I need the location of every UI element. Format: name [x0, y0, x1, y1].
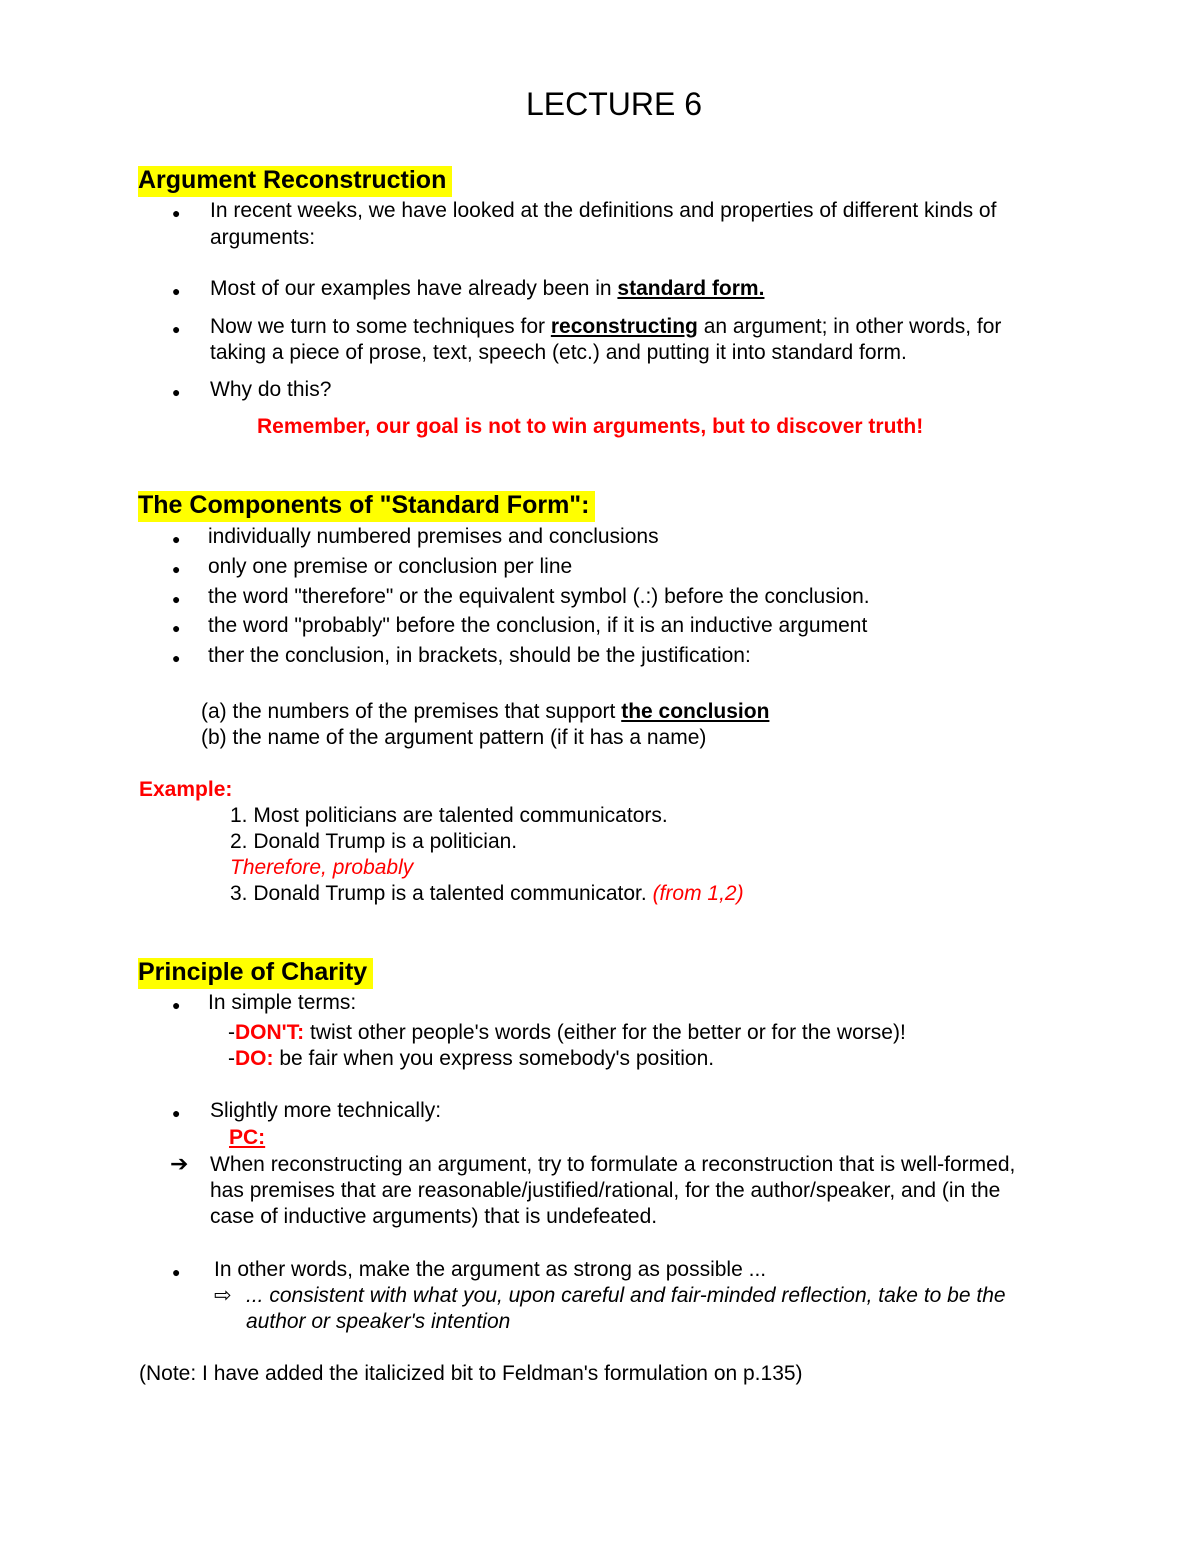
hollow-arrow-icon: ⇨ [214, 1284, 232, 1307]
sub-item-b: (b) the name of the argument pattern (if it has a name) [201, 726, 707, 749]
emphasis-the-conclusion: the conclusion [621, 700, 770, 723]
dash-text: - [228, 1047, 235, 1070]
bullet-icon: ● [172, 321, 181, 337]
example-therefore: Therefore, probably [230, 856, 414, 879]
bullet-icon: ● [172, 531, 181, 547]
list-item: ther the conclusion, in brackets, should be the justification: [208, 644, 751, 667]
paragraph-line: has premises that are reasonable/justified/rational, for the author/speaker, and (in the [210, 1179, 1001, 1202]
arrow-right-icon: ➔ [170, 1151, 189, 1176]
dash-text: - [228, 1021, 235, 1044]
remember-callout: Remember, our goal is not to win arguments, but to discover truth! [257, 415, 924, 438]
example-premise-2: 2. Donald Trump is a politician. [230, 830, 518, 853]
sub-item-text: (a) the numbers of the premises that support [201, 700, 616, 723]
list-item: the word "probably" before the conclusion, if it is an inductive argument [208, 614, 868, 637]
bullet-icon: ● [172, 591, 181, 607]
paragraph-text: Most of our examples have already been in [210, 277, 612, 300]
paragraph-line: author or speaker's intention [246, 1310, 511, 1333]
dont-label: DON'T: [235, 1021, 305, 1044]
section-heading-argument-reconstruction: Argument Reconstruction [138, 166, 452, 197]
paragraph-line: In simple terms: [208, 991, 357, 1014]
note-line: (Note: I have added the italicized bit to Feldman's formulation on p.135) [139, 1362, 803, 1385]
bullet-icon: ● [172, 205, 181, 221]
list-item: individually numbered premises and conclusions [208, 525, 659, 548]
bullet-icon: ● [172, 650, 181, 666]
emphasis-reconstructing: reconstructing [550, 315, 698, 338]
bullet-icon: ● [172, 283, 181, 299]
list-item: only one premise or conclusion per line [208, 555, 573, 578]
do-text: be fair when you express somebody's position. [279, 1047, 715, 1070]
paragraph-line: taking a piece of prose, text, speech (etc.) and putting it into standard form. [210, 341, 907, 364]
paragraph-line: case of inductive arguments) that is undefeated. [210, 1205, 658, 1228]
bullet-icon: ● [172, 384, 181, 400]
paragraph-line: When reconstructing an argument, try to formulate a reconstruction that is well-formed, [210, 1153, 1016, 1176]
bullet-icon: ● [172, 620, 181, 636]
conclusion-text: 3. Donald Trump is a talented communicator. [230, 882, 647, 905]
emphasis-standard-form: standard form. [617, 277, 765, 300]
do-line [228, 1046, 714, 1072]
paragraph-line: ... consistent with what you, upon careful and fair-minded reflection, take to be the [246, 1284, 1006, 1307]
bullet-icon: ● [172, 561, 181, 577]
dont-line [228, 1020, 906, 1046]
bullet-icon: ● [172, 1264, 181, 1280]
sub-item-a [201, 699, 769, 725]
paragraph-line [210, 276, 764, 302]
example-label: Example: [139, 778, 233, 801]
bullet-icon: ● [172, 1105, 181, 1121]
conclusion-justification: (from 1,2) [652, 882, 744, 905]
list-item: the word "therefore" or the equivalent symbol (.:) before the conclusion. [208, 585, 870, 608]
pc-label: PC: [229, 1126, 266, 1149]
bullet-icon: ● [172, 997, 181, 1013]
example-premise-1: 1. Most politicians are talented communicators. [230, 804, 668, 827]
paragraph-line: In recent weeks, we have looked at the definitions and properties of different kinds of [210, 199, 997, 222]
paragraph-line: arguments: [210, 226, 316, 249]
paragraph-text: an argument; in other words, for [703, 315, 1002, 338]
section-heading-standard-form: The Components of "Standard Form": [138, 491, 595, 522]
do-label: DO: [235, 1047, 274, 1070]
paragraph-line [210, 314, 1001, 340]
paragraph-line: Why do this? [210, 378, 332, 401]
paragraph-text: Now we turn to some techniques for [210, 315, 545, 338]
example-conclusion [230, 881, 744, 907]
section-heading-principle-of-charity: Principle of Charity [138, 958, 373, 989]
page-title: LECTURE 6 [525, 86, 703, 122]
dont-text: twist other people's words (either for the better or for the worse)! [310, 1021, 906, 1044]
paragraph-line: Slightly more technically: [210, 1099, 442, 1122]
paragraph-line: In other words, make the argument as strong as possible ... [214, 1258, 767, 1281]
